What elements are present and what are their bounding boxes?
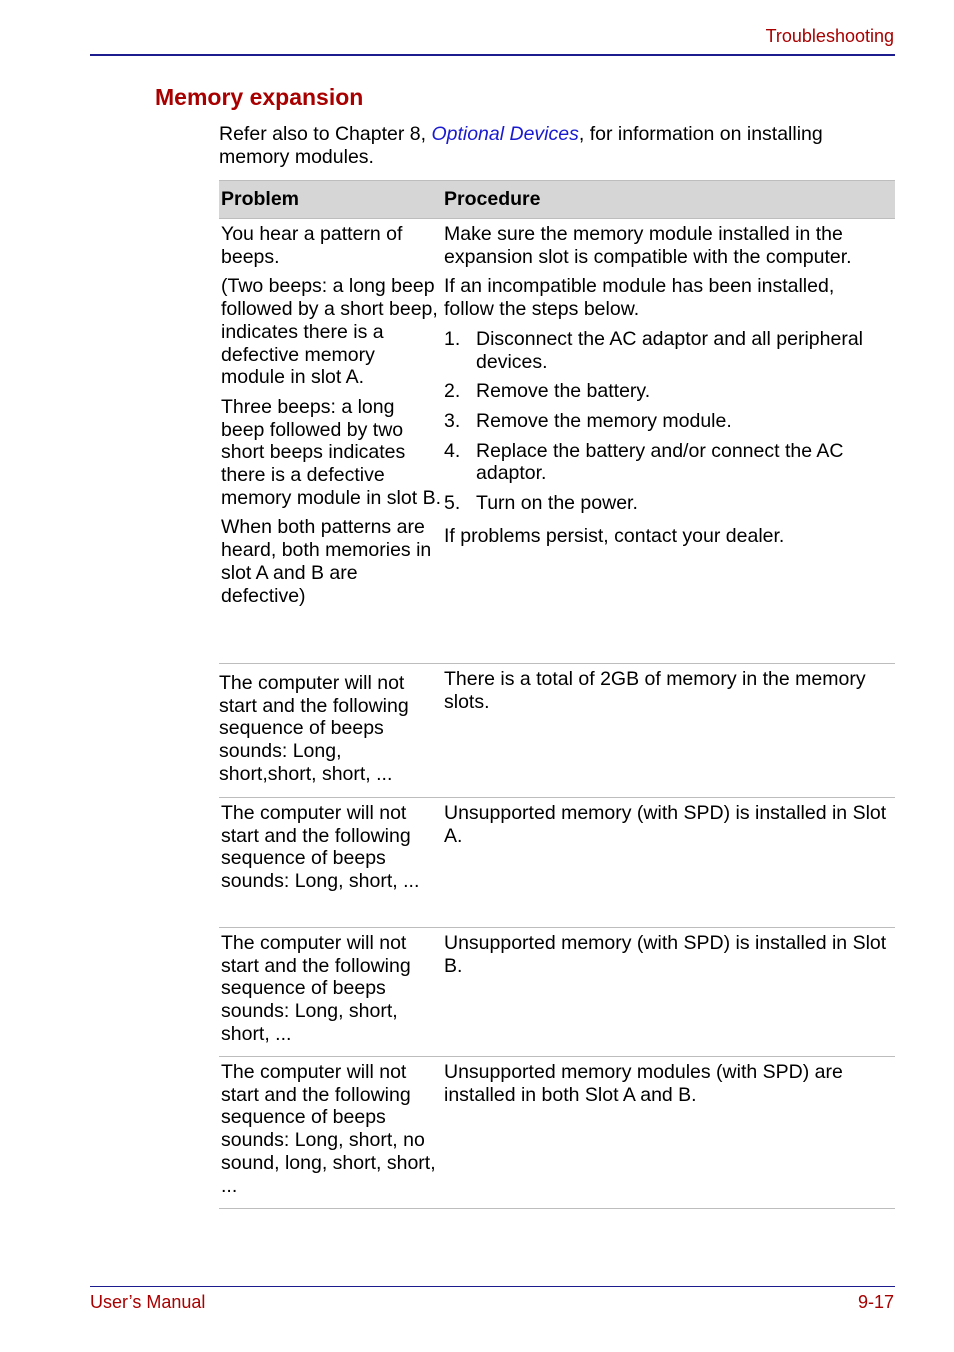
step-text: Turn on the power. bbox=[476, 492, 638, 515]
step-text: Remove the battery. bbox=[476, 380, 651, 403]
table-row bbox=[219, 219, 895, 664]
procedure-step bbox=[444, 380, 889, 403]
problem-text: Three beeps: a long beep followed by two short beeps indicates there is a defective memory module in slot B. bbox=[221, 395, 441, 509]
intro-paragraph bbox=[219, 123, 879, 169]
problem-text: When both patterns are heard, both memories in slot A and B are defective) bbox=[221, 516, 432, 607]
procedure-step bbox=[444, 492, 889, 515]
procedure-text: Unsupported memory (with SPD) is installed in Slot B. bbox=[444, 932, 887, 977]
step-text: Remove the memory module. bbox=[476, 409, 732, 432]
problem-text: The computer will not start and the following sequence of beeps sounds: Long, short, ... bbox=[221, 802, 420, 893]
header-problem: Problem bbox=[221, 188, 300, 211]
page-number: 9-17 bbox=[857, 1292, 894, 1312]
procedure-text: Unsupported memory (with SPD) is installed in Slot A. bbox=[444, 802, 887, 847]
procedure-text: Make sure the memory module installed in the expansion slot is compatible with the computer. bbox=[444, 223, 852, 268]
step-text: Disconnect the AC adaptor and all peripheral devices. bbox=[476, 327, 863, 373]
problem-cell bbox=[219, 219, 442, 663]
step-text: Replace the battery and/or connect the AC adaptor. bbox=[476, 439, 844, 485]
section-title: Memory expansion bbox=[155, 84, 364, 110]
procedure-cell bbox=[442, 798, 895, 927]
procedure-cell bbox=[442, 1057, 895, 1208]
procedure-step bbox=[444, 410, 889, 433]
procedure-cell bbox=[442, 219, 895, 663]
running-header: Troubleshooting bbox=[765, 26, 894, 46]
problem-text: You hear a pattern of beeps. bbox=[221, 223, 403, 268]
problem-cell bbox=[219, 928, 442, 1056]
table-row bbox=[219, 1057, 895, 1209]
procedure-cell bbox=[442, 664, 895, 797]
procedure-step bbox=[444, 328, 889, 373]
problem-cell bbox=[219, 798, 442, 927]
procedure-cell bbox=[442, 928, 895, 1056]
procedure-text: There is a total of 2GB of memory in the memory slots. bbox=[444, 668, 866, 713]
problem-text: The computer will not start and the following sequence of beeps sounds: Long, short,short, short, ... bbox=[219, 672, 409, 785]
procedure-step bbox=[444, 440, 889, 485]
footer-manual-title: User’s Manual bbox=[90, 1292, 206, 1312]
header-procedure: Procedure bbox=[444, 188, 541, 211]
step-number: 3. bbox=[444, 409, 461, 432]
procedure-text: If problems persist, contact your dealer. bbox=[444, 524, 785, 547]
problem-text: (Two beeps: a long beep followed by a short beep, indicates there is a defective memory module in slot A. bbox=[221, 275, 438, 389]
procedure-text: If an incompatible module has been installed, follow the steps below. bbox=[444, 275, 835, 321]
step-number: 1. bbox=[444, 327, 461, 350]
problem-cell bbox=[219, 664, 442, 797]
table-row bbox=[219, 928, 895, 1057]
step-number: 4. bbox=[444, 439, 461, 462]
problem-text: The computer will not start and the following sequence of beeps sounds: Long, short, no sound, long, short, short, ... bbox=[221, 1061, 436, 1197]
optional-devices-link[interactable]: Optional Devices bbox=[431, 123, 579, 145]
step-number: 5. bbox=[444, 492, 461, 515]
header-rule bbox=[90, 54, 895, 56]
intro-text-after: , for information on installing memory modules. bbox=[219, 123, 823, 168]
footer-rule bbox=[90, 1286, 895, 1287]
procedure-text: Unsupported memory modules (with SPD) are installed in both Slot A and B. bbox=[444, 1061, 843, 1106]
step-number: 2. bbox=[444, 380, 461, 403]
table-row bbox=[219, 798, 895, 928]
problem-text: The computer will not start and the following sequence of beeps sounds: Long, short, short, ... bbox=[221, 932, 411, 1045]
intro-text-before: Refer also to Chapter 8, bbox=[219, 123, 432, 145]
table-row bbox=[219, 664, 895, 798]
table-header-row bbox=[219, 180, 895, 219]
problem-cell bbox=[219, 1057, 442, 1208]
memory-troubleshooting-table bbox=[219, 180, 895, 1209]
